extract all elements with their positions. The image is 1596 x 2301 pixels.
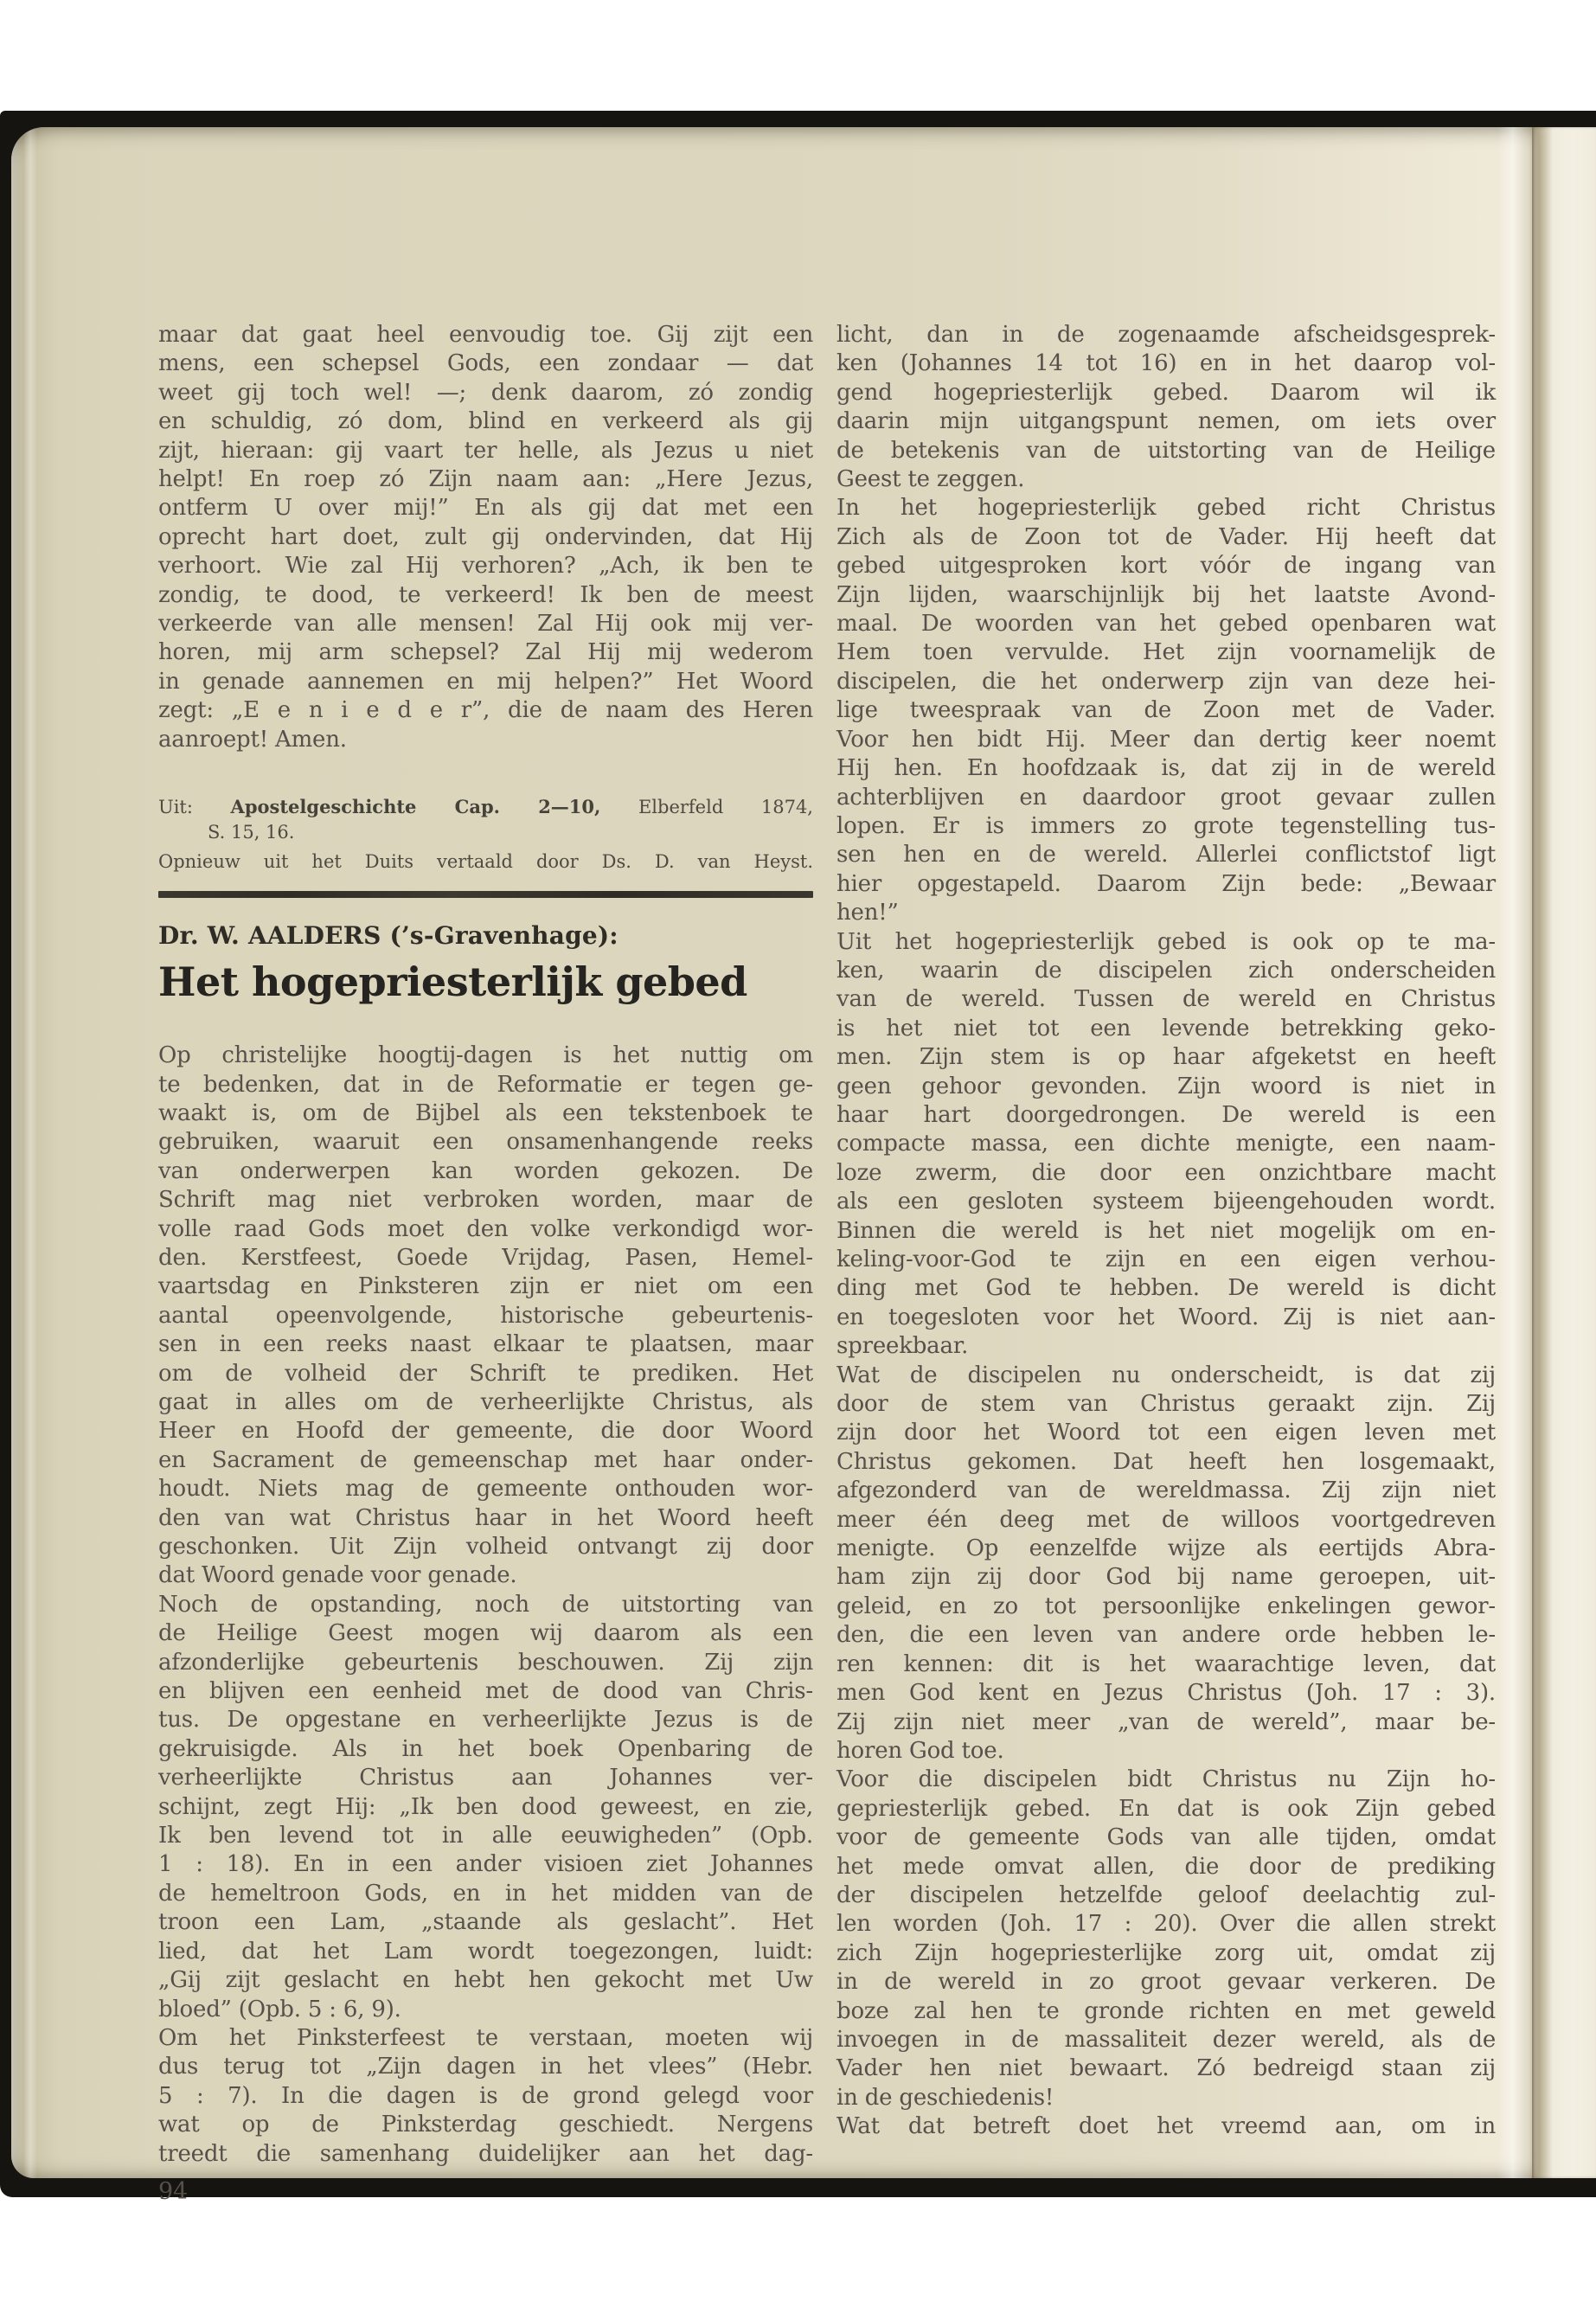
paragraph [836, 928, 1496, 1362]
text-line: ken, waarin de discipelen zich onderscheiden [836, 957, 1496, 984]
text-line: men. Zijn stem is op haar afgeketst en heeft [836, 1044, 1496, 1071]
text-line: ding met God te hebben. De wereld is dicht [836, 1275, 1496, 1302]
text-line: horen God toe. [836, 1737, 1004, 1764]
right-column [836, 321, 1496, 2142]
citation-prefix: Uit: [158, 797, 193, 818]
text-line: lopen. Er is immers zo grote tegenstelling tus- [836, 812, 1496, 839]
text-line: menigte. Op eenzelfde wijze als eertijds Abra- [836, 1535, 1496, 1562]
text-line: licht, dan in de zogenaamde afscheidsgesprek- [836, 322, 1496, 348]
text-line: troon een Lam, „staande als geslacht”. Het [158, 1909, 813, 1936]
text-line: gekruisigde. Als in het boek Openbaring de [158, 1735, 813, 1762]
text-line: Geest te zeggen. [836, 466, 1025, 493]
text-line: volle raad Gods moet den volke verkondigd wor- [158, 1215, 813, 1242]
text-line: maal. De woorden van het gebed openbaren wat [836, 611, 1496, 638]
text-line: Zijn lijden, waarschijnlijk bij het laatste Avond- [836, 581, 1496, 608]
text-line: oprecht hart doet, zult gij ondervinden, dat Hij [158, 523, 813, 550]
text-line: Christus gekomen. Dat heeft hen losgemaakt, [836, 1448, 1496, 1475]
page-gutter-left [11, 127, 61, 2178]
text-line: sen hen en de wereld. Allerlei conflictstof ligt [836, 842, 1496, 868]
text-line: Ik ben levend tot in alle eeuwigheden” (Opb. [158, 1823, 813, 1849]
citation-line2: S. 15, 16. [208, 822, 295, 843]
text-line: lige tweespraak van de Zoon met de Vader. [836, 697, 1496, 724]
text-line: het mede omvat allen, die door de prediking [836, 1853, 1496, 1880]
text-line: in genade aannemen en mij helpen?” Het Woord [158, 668, 813, 695]
text-line: en blijven een eenheid met de dood van Chris- [158, 1678, 813, 1705]
paragraph [158, 321, 813, 754]
text-line: loze zwerm, die door een onzichtbare macht [836, 1159, 1496, 1186]
text-line: Wat de discipelen nu onderscheidt, is dat zij [836, 1362, 1496, 1388]
text-line: Zich als de Zoon tot de Vader. Hij heeft dat [836, 523, 1496, 550]
text-line: der discipelen hetzelfde geloof deelachtig zul- [836, 1881, 1496, 1908]
text-line: horen, mij arm schepsel? Zal Hij mij wederom [158, 639, 813, 666]
text-line: Voor die discipelen bidt Christus nu Zijn ho- [836, 1766, 1496, 1793]
citation-line1 [158, 794, 813, 820]
divider-rule [158, 891, 813, 898]
text-line: waakt is, om de Bijbel als een tekstenboek te [158, 1099, 813, 1126]
text-line: geschonken. Uit Zijn volheid ontvangt zij door [158, 1534, 813, 1560]
text-line: spreekbaar. [836, 1333, 969, 1360]
text-line: bloed” (Opb. 5 : 6, 9). [158, 1996, 401, 2022]
text-line: den. Kerstfeest, Goede Vrijdag, Pasen, Hemel- [158, 1244, 813, 1271]
text-line: Uit het hogepriesterlijk gebed is ook op te ma- [836, 928, 1496, 955]
paragraph [158, 1042, 813, 1591]
text-line: Hij hen. En hoofdzaak is, dat zij in de wereld [836, 755, 1496, 782]
text-line: In het hogepriesterlijk gebed richt Christus [836, 495, 1496, 522]
text-line: treedt die samenhang duidelijker aan het dag- [158, 2140, 813, 2167]
text-line: gend hogepriesterlijk gebed. Daarom wil ik [836, 379, 1496, 406]
text-line: gepriesterlijk gebed. En dat is ook Zijn gebed [836, 1795, 1496, 1822]
text-line: lied, dat het Lam wordt toegezongen, luidt: [158, 1938, 813, 1965]
text-line: Noch de opstanding, noch de uitstorting van [158, 1591, 813, 1618]
text-line: 1 : 18). En in een ander visioen ziet Johannes [158, 1851, 813, 1878]
text-line: Zij zijn niet meer „van de wereld”, maar be- [836, 1708, 1496, 1735]
text-line: aantal opeenvolgende, historische gebeurtenis- [158, 1302, 813, 1329]
text-line: compacte massa, een dichte menigte, een naam- [836, 1131, 1496, 1157]
citation-source: Apostelgeschichte Cap. 2—10, [230, 796, 601, 818]
text-line: afzonderlijke gebeurtenis beschouwen. Zij zijn [158, 1649, 813, 1676]
paragraph [158, 1591, 813, 2024]
text-line: tus. De opgestane en verheerlijkte Jezus is de [158, 1707, 813, 1734]
text-line: Vader hen niet bewaart. Zó bedreigd staan zij [836, 2055, 1496, 2082]
text-line: en toegesloten voor het Woord. Zij is niet aan- [836, 1304, 1496, 1330]
text-line: de Heilige Geest mogen wij daarom als een [158, 1620, 813, 1647]
text-line: en Sacrament de gemeenschap met haar onder- [158, 1446, 813, 1473]
citation-rest: Elberfeld 1874, [638, 797, 813, 818]
text-line: ham zijn zij door God bij name geroepen, uit- [836, 1564, 1496, 1591]
text-line: maar dat gaat heel eenvoudig toe. Gij zijt een [158, 322, 813, 348]
text-line: haar hart doorgedrongen. De wereld is een [836, 1101, 1496, 1128]
text-line: hier opgestapeld. Daarom Zijn bede: „Bewaar [836, 870, 1496, 897]
page-fold-shadow [1497, 127, 1534, 2178]
text-line: den, die een leven van andere orde hebben le- [836, 1622, 1496, 1649]
text-line: zegt: „E e n i e d e r”, die de naam des Heren [158, 697, 813, 724]
text-line: weet gij toch wel! —; denk daarom, zó zondig [158, 379, 813, 406]
text-line: Om het Pinksterfeest te verstaan, moeten wij [158, 2024, 813, 2051]
text-line: gaat in alles om de verheerlijkte Christus, als [158, 1388, 813, 1415]
text-line: om de volheid der Schrift te prediken. Het [158, 1360, 813, 1387]
text-line: schijnt, zegt Hij: „Ik ben dood geweest, en zie, [158, 1793, 813, 1820]
book-cover [0, 111, 1596, 2205]
paragraph [836, 1362, 1496, 1766]
left-column [158, 321, 813, 2206]
text-line: geleid, en zo tot persoonlijke enkelingen gewor- [836, 1593, 1496, 1619]
text-line: zijn door het Woord tot een eigen leven met [836, 1420, 1496, 1446]
text-line: achterblijven en daardoor groot gevaar zullen [836, 784, 1496, 811]
text-line: de betekenis van de uitstorting van de Heilige [836, 437, 1496, 464]
text-line: Binnen die wereld is het niet mogelijk om en- [836, 1217, 1496, 1244]
text-line: ren kennen: dit is het waarachtige leven, dat [836, 1650, 1496, 1677]
text-line: keling-voor-God te zijn en een eigen verhou- [836, 1247, 1496, 1272]
paragraph [836, 494, 1496, 927]
text-line: meer één deeg met de willoos voortgedreven [836, 1506, 1496, 1533]
text-line: voor de gemeente Gods van alle tijden, omdat [836, 1824, 1496, 1851]
text-line: verkeerde van alle mensen! Zal Hij ook mij ver- [158, 611, 813, 638]
text-line: sen in een reeks naast elkaar te plaatsen, maar [158, 1331, 813, 1358]
text-line: helpt! En roep zó Zijn naam aan: „Here Jezus, [158, 466, 813, 493]
text-line: zich Zijn hogepriesterlijke zorg uit, omdat zij [836, 1939, 1496, 1966]
text-line: afgezonderd van de wereldmassa. Zij zijn niet [836, 1477, 1496, 1504]
text-line: „Gij zijt geslacht en hebt hen gekocht met Uw [158, 1967, 813, 1994]
text-line: wat op de Pinksterdag geschiedt. Nergens [158, 2112, 813, 2138]
text-line: van onderwerpen kan worden gekozen. De [158, 1157, 813, 1184]
text-line: van de wereld. Tussen de wereld en Christus [836, 986, 1496, 1013]
text-line: mens, een schepsel Gods, een zondaar — dat [158, 350, 813, 377]
text-line: geen gehoor gevonden. Zijn woord is niet in [836, 1073, 1496, 1099]
text-line: daarin mijn uitgangspunt nemen, om iets over [836, 408, 1496, 435]
page [11, 127, 1596, 2205]
article-body-left [158, 1042, 813, 2169]
text-line: in de geschiedenis! [836, 2084, 1054, 2111]
text-line: te bedenken, dat in de Reformatie er tegen ge- [158, 1071, 813, 1098]
text-line: gebed uitgesproken kort vóór de ingang van [836, 553, 1496, 580]
text-line: in de wereld in zo groot gevaar verkeren. De [836, 1969, 1496, 1996]
text-line: zijt, hieraan: gij vaart ter helle, als Jezus u niet [158, 437, 813, 464]
text-line: Heer en Hoofd der gemeente, die door Woord [158, 1418, 813, 1445]
text-line: houdt. Niets mag de gemeente onthouden wor- [158, 1476, 813, 1503]
paragraph [158, 2024, 813, 2169]
intro-paragraph [158, 321, 813, 754]
text-line: len worden (Joh. 17 : 20). Over die allen strekt [836, 1911, 1496, 1938]
text-line: den van wat Christus haar in het Woord heeft [158, 1504, 813, 1531]
page-number: 94 [158, 2177, 188, 2205]
paragraph [836, 321, 1496, 494]
text-line: door de stem van Christus geraakt zijn. Zij [836, 1391, 1496, 1418]
text-line: men God kent en Jezus Christus (Joh. 17 : 3). [836, 1680, 1496, 1707]
text-line: de hemeltroon Gods, en in het midden van de [158, 1880, 813, 1907]
article-author: Dr. W. AALDERS (’s-Gravenhage): [158, 921, 619, 951]
text-line: Voor hen bidt Hij. Meer dan dertig keer noemt [836, 726, 1496, 753]
text-line: dus terug tot „Zijn dagen in het vlees” (Hebr. [158, 2054, 813, 2080]
article-title: Het hogepriesterlijk gebed [158, 958, 747, 1006]
text-line: aanroept! Amen. [158, 726, 347, 753]
text-line: Schrift mag niet verbroken worden, maar de [158, 1187, 813, 1214]
text-line: als een gesloten systeem bijeengehouden wordt. [836, 1189, 1496, 1215]
text-line: vaartsdag en Pinksteren zijn er niet om een [158, 1273, 813, 1300]
text-line: gebruiken, waaruit een onsamenhangende reeks [158, 1129, 813, 1156]
text-line: dat Woord genade voor genade. [158, 1562, 517, 1589]
text-line: zondig, te dood, te verkeerd! Ik ben de meest [158, 581, 813, 608]
paragraph [836, 1766, 1496, 2112]
citation [158, 794, 813, 875]
text-line: invoegen in de massaliteit dezer wereld, als de [836, 2026, 1496, 2053]
text-line: is het niet tot een levende betrekking geko- [836, 1015, 1496, 1042]
citation-translator: Opnieuw uit het Duits vertaald door Ds. D. van Heyst. [158, 851, 813, 873]
text-line: verhoort. Wie zal Hij verhoren? „Ach, ik ben te [158, 553, 813, 580]
text-line: verheerlijkte Christus aan Johannes ver- [158, 1765, 813, 1791]
text-line: en schuldig, zó dom, blind en verkeerd als gij [158, 408, 813, 435]
text-line: ken (Johannes 14 tot 16) en in het daarop vol- [836, 350, 1496, 377]
article-body-right [836, 321, 1496, 2142]
text-line: Wat dat betreft doet het vreemd aan, om in [836, 2113, 1496, 2140]
text-line: hen!” [836, 900, 899, 926]
text-line: ontferm U over mij!” En als gij dat met een [158, 495, 813, 522]
text-line: boze zal hen te gronde richten en met geweld [836, 1997, 1496, 2024]
text-line: Op christelijke hoogtij-dagen is het nuttig om [158, 1042, 813, 1069]
page-edge-stack [1532, 127, 1596, 2178]
paragraph [836, 2112, 1496, 2141]
text-line: discipelen, die het onderwerp zijn van deze hei- [836, 668, 1496, 695]
text-line: Hem toen vervulde. Het zijn voornamelijk de [836, 639, 1496, 666]
text-line: 5 : 7). In die dagen is de grond gelegd voor [158, 2082, 813, 2109]
